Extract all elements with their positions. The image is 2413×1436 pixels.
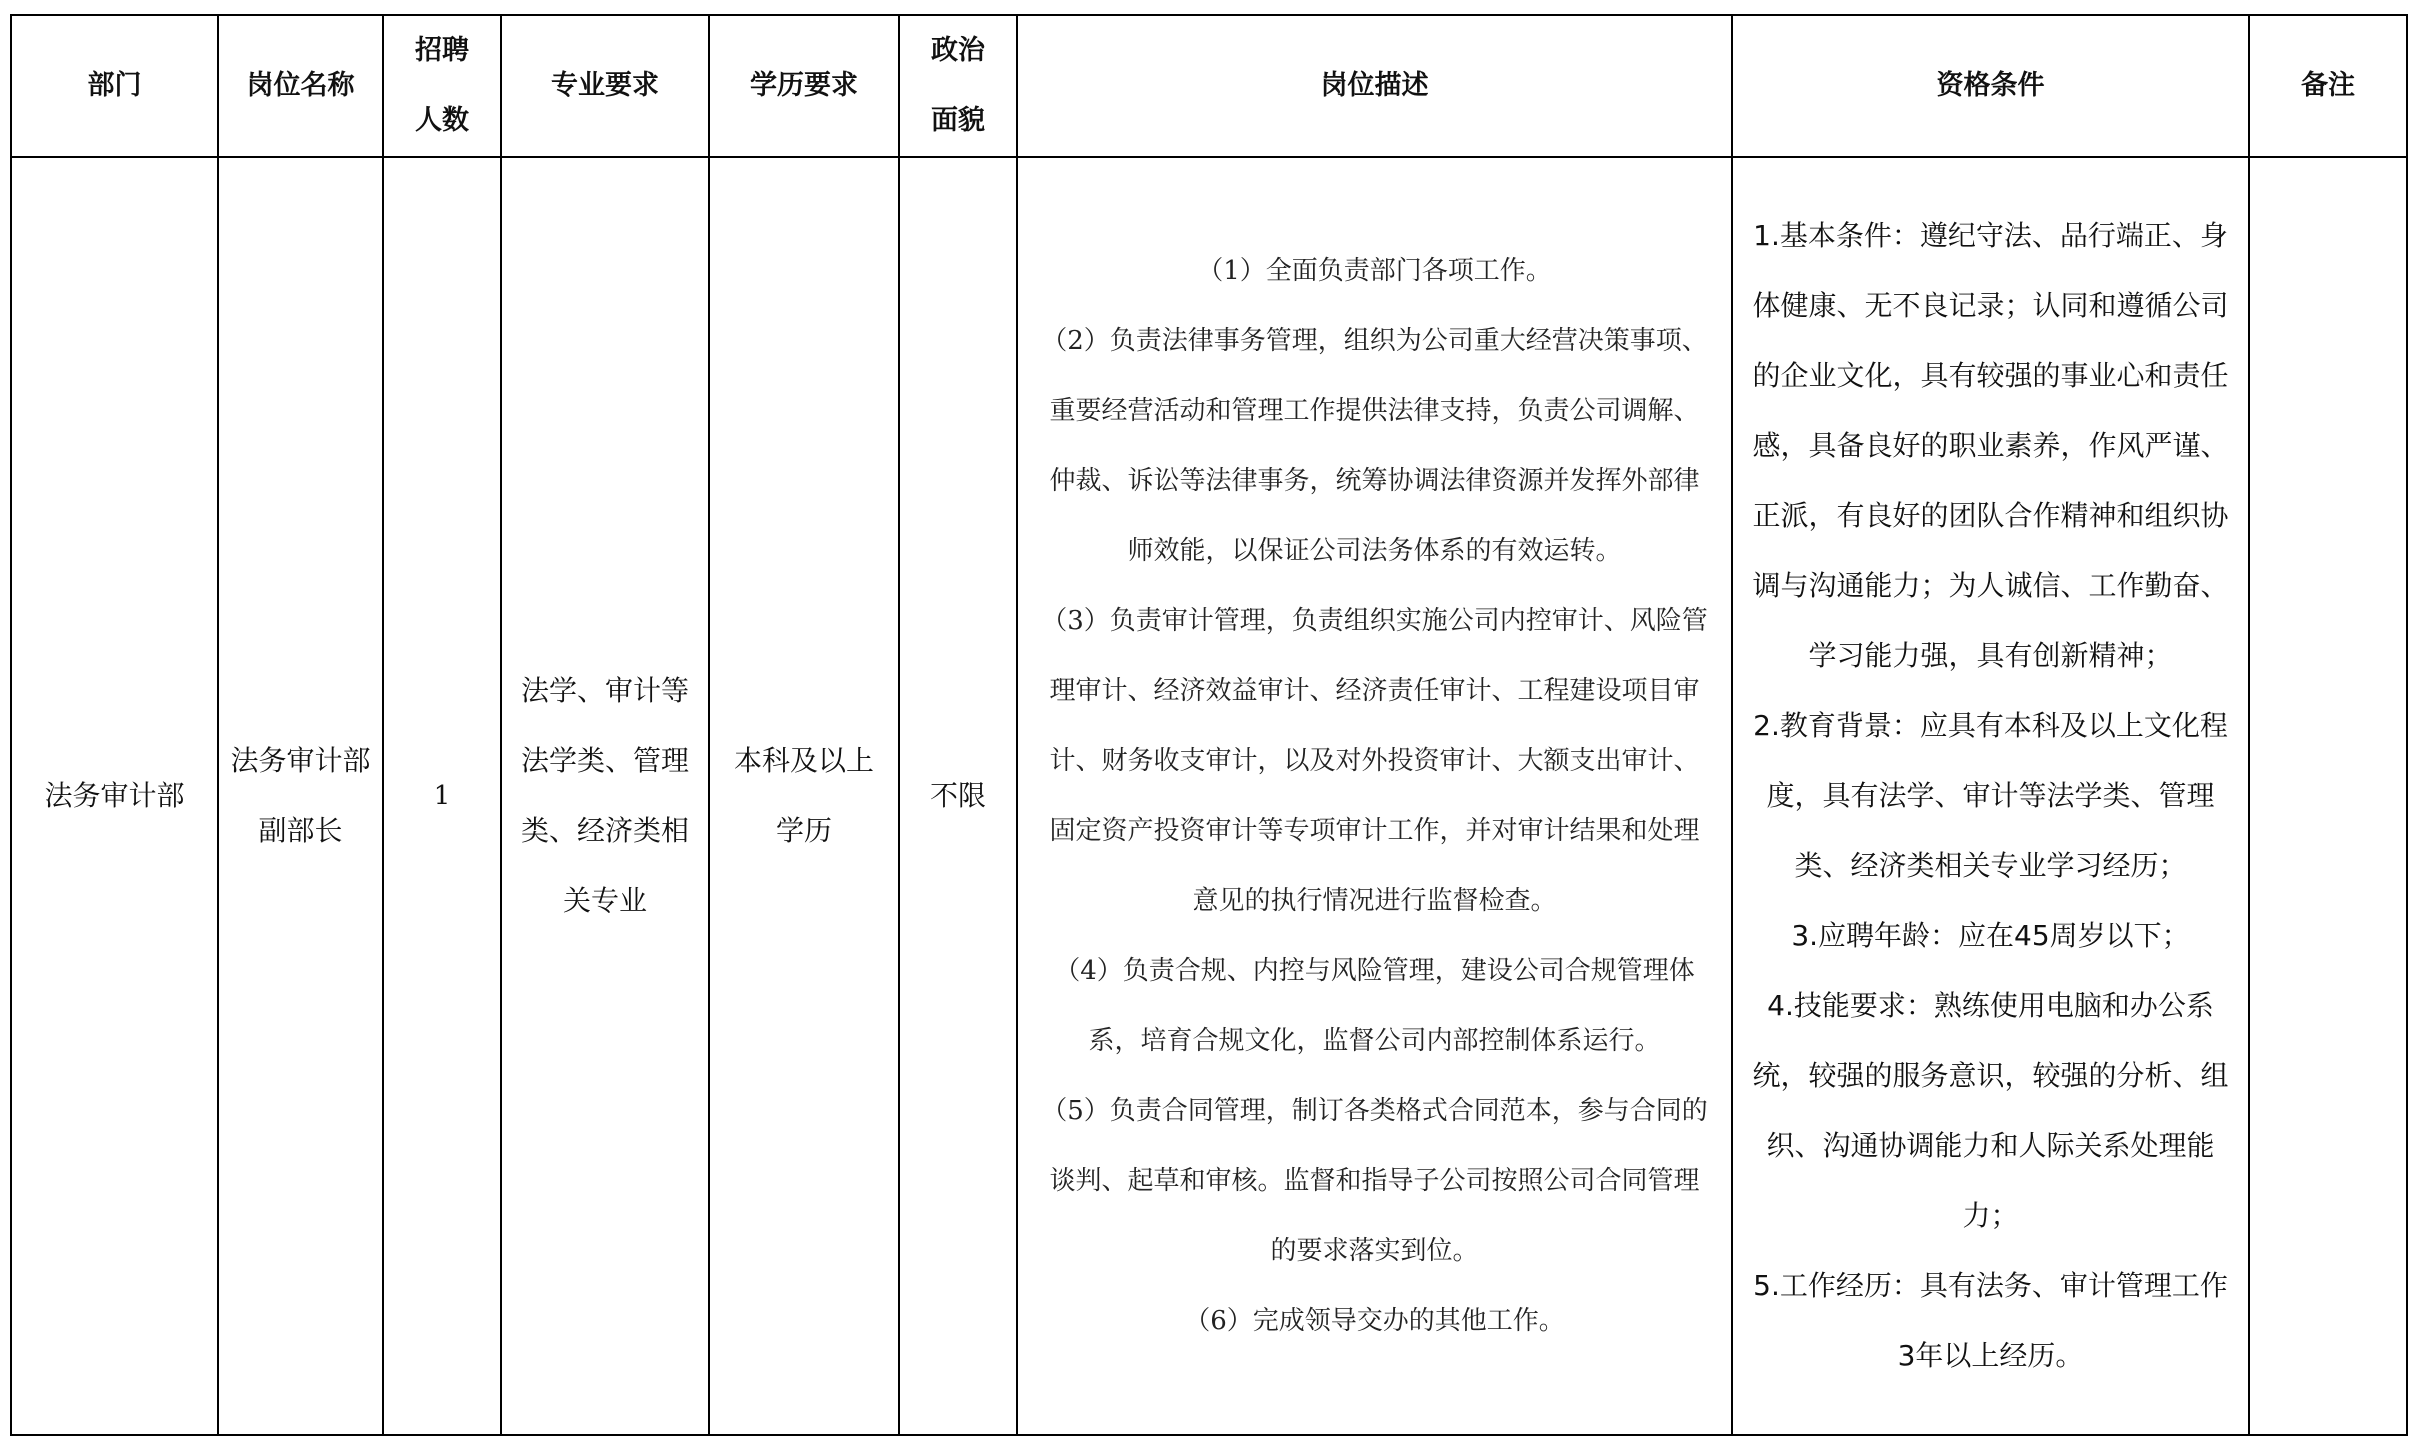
description-cell: [1017, 157, 1732, 1435]
description-item: （2）负责法律事务管理，组织为公司重大经营决策事项、重要经营活动和管理工作提供法律支持，负责公司调解、仲裁、诉讼等法律事务，统筹协调法律资源并发挥外部律师效能，以保证公司法务体系的有效运转。: [1041, 326, 1708, 566]
count-cell: [383, 157, 501, 1435]
description-item: （1）全面负责部门各项工作。: [1197, 256, 1552, 286]
education-value: 本科及以上学历: [733, 744, 874, 847]
dept-value: 法务审计部: [44, 779, 185, 812]
header-row: [11, 15, 2407, 157]
header-title: 岗位名称: [218, 15, 383, 157]
table-row: [11, 157, 2407, 1435]
qualification-item: 1.基本条件：遵纪守法、品行端正、身体健康、无不良记录；认同和遵循公司的企业文化，具有较强的事业心和责任感，具备良好的职业素养，作风严谨、正派，有良好的团队合作精神和组织协调与沟通能力；为人诚信、工作勤奋、学习能力强，具有创新精神；: [1752, 219, 2229, 672]
header-political-label: 政治面貌: [931, 35, 985, 136]
title-cell: [218, 157, 383, 1435]
description-item: （5）负责合同管理，制订各类格式合同范本，参与合同的谈判、起草和审核。监督和指导子公司按照公司合同管理的要求落实到位。: [1041, 1096, 1708, 1266]
header-dept: 部门: [11, 15, 218, 157]
education-cell: [709, 157, 899, 1435]
description-item: （6）完成领导交办的其他工作。: [1184, 1306, 1565, 1336]
description-item: （4）负责合规、内控与风险管理，建设公司合规管理体系，培育合规文化，监督公司内部控制体系运行。: [1054, 956, 1695, 1056]
qualification-item: 5.工作经历：具有法务、审计管理工作3年以上经历。: [1753, 1269, 2228, 1372]
header-count-label: 招聘人数: [415, 35, 469, 136]
major-value: 法学、审计等法学类、管理类、经济类相关专业: [520, 674, 689, 917]
major-cell: [501, 157, 709, 1435]
header-description: 岗位描述: [1017, 15, 1732, 157]
political-cell: [899, 157, 1017, 1435]
qualification-item: 3.应聘年龄：应在45周岁以下；: [1791, 919, 2190, 952]
header-political: [899, 15, 1017, 157]
header-remarks: 备注: [2249, 15, 2407, 157]
header-education: 学历要求: [709, 15, 899, 157]
title-value: 法务审计部副部长: [230, 744, 371, 847]
qualification-item: 4.技能要求：熟练使用电脑和办公系统，较强的服务意识，较强的分析、组织、沟通协调能力和人际关系处理能力；: [1752, 989, 2229, 1232]
qualifications-cell: [1732, 157, 2249, 1435]
political-value: 不限: [929, 779, 986, 812]
job-table: [10, 14, 2408, 1436]
header-count: [383, 15, 501, 157]
description-item: （3）负责审计管理，负责组织实施公司内控审计、风险管理审计、经济效益审计、经济责任审计、工程建设项目审计、财务收支审计，以及对外投资审计、大额支出审计、固定资产投资审计等专项审计工作，并对审计结果和处理意见的执行情况进行监督检查。: [1041, 606, 1708, 916]
count-value: 1: [433, 781, 451, 811]
dept-cell: [11, 157, 218, 1435]
qualification-item: 2.教育背景：应具有本科及以上文化程度，具有法学、审计等法学类、管理类、经济类相关专业学习经历；: [1753, 709, 2228, 882]
header-qualifications: 资格条件: [1732, 15, 2249, 157]
remarks-cell: [2249, 157, 2407, 1435]
header-major: 专业要求: [501, 15, 709, 157]
